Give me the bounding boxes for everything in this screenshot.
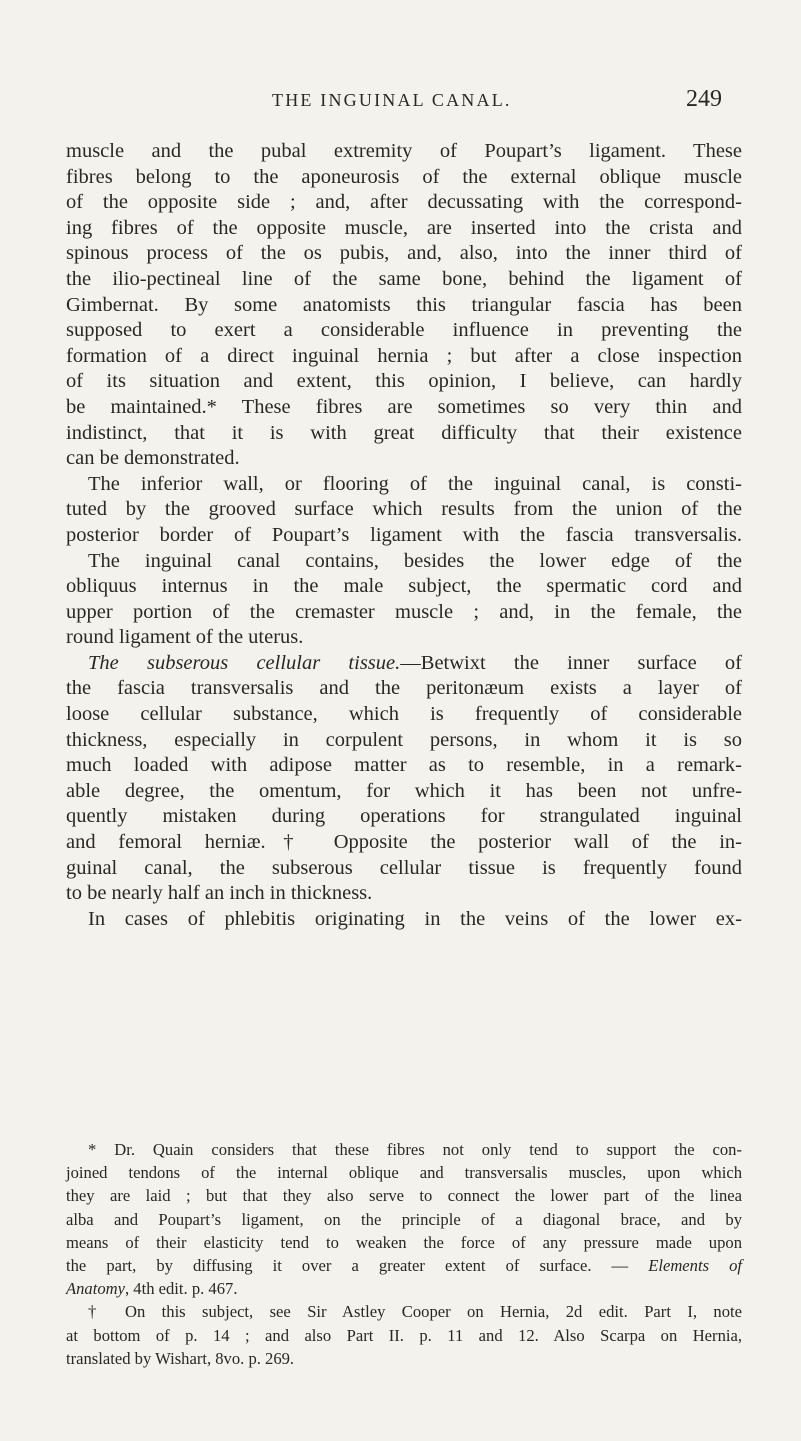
text-line: able degree, the omentum, for which it has been not unfre- <box>66 779 742 802</box>
text-line: muscle and the pubal extremity of Poupart’s ligament. These <box>66 140 742 162</box>
footnote-line: alba and Poupart’s ligament, on the principle of a diagonal brace, and by <box>66 1209 742 1229</box>
text-line: tuted by the grooved surface which results from the union of the <box>66 498 742 521</box>
text-line: can be demonstrated. <box>66 447 240 470</box>
body-text <box>66 139 742 932</box>
footnotes <box>66 1138 742 1370</box>
text-line: quently mistaken during operations for strangulated inguinal <box>66 805 742 828</box>
text-line: indistinct, that it is with great difficulty that their existence <box>66 421 742 444</box>
footnote-2 <box>66 1300 742 1370</box>
section-heading-line <box>66 651 742 677</box>
footnote-line: translated by Wishart, 8vo. p. 269. <box>66 1348 295 1368</box>
text-line: fibres belong to the aponeurosis of the external oblique muscle <box>66 165 742 188</box>
citation-title: Anatomy <box>66 1279 125 1299</box>
text-line: ing fibres of the opposite muscle, are inserted into the crista and <box>66 216 742 239</box>
text-line: the ilio-pectineal line of the same bone, behind the ligament of <box>66 267 742 290</box>
text-line: spinous process of the os pubis, and, also, into the inner third of <box>66 242 742 265</box>
text-line: Gimbernat. By some anatomists this triangular fascia has been <box>66 293 742 316</box>
running-head <box>0 88 801 118</box>
footnote-line: † On this subject, see Sir Astley Cooper on Hernia, 2d edit. Part I, note <box>88 1302 742 1322</box>
text-line: the fascia transversalis and the peritonæum exists a layer of <box>66 677 742 700</box>
text-run: the part, by diffusing it over a greater extent of surface. — <box>66 1256 649 1276</box>
footnote-line <box>66 1254 742 1277</box>
footnote-line: at bottom of p. 14 ; and also Part II. p. 11 and 12. Also Scarpa on Hernia, <box>66 1325 742 1345</box>
text-line: and femoral herniæ.† Opposite the posterior wall of the in- <box>66 831 742 854</box>
footnote-line: means of their elasticity tend to weaken the force of any pressure made upon <box>66 1232 742 1252</box>
text-line: of its situation and extent, this opinion, I believe, can hardly <box>66 370 742 393</box>
text-run: , 4th edit. p. 467. <box>125 1279 238 1299</box>
text-line: obliquus internus in the male subject, the spermatic cord and <box>66 575 742 598</box>
text-line: round ligament of the uterus. <box>66 626 304 649</box>
text-line: guinal canal, the subserous cellular tissue is frequently found <box>66 856 742 879</box>
text-run: —Betwixt the inner surface of <box>400 651 742 674</box>
footnote-line: they are laid ; but that they also serve to connect the lower part of the linea <box>66 1186 742 1206</box>
footnote-1 <box>66 1138 742 1300</box>
section-heading: The subserous cellular tissue. <box>88 651 401 674</box>
text-line: much loaded with adipose matter as to resemble, in a remark- <box>66 754 742 777</box>
text-line: The inguinal canal contains, besides the lower edge of the <box>88 549 742 572</box>
text-line: loose cellular substance, which is frequently of considerable <box>66 703 742 726</box>
text-line: formation of a direct inguinal hernia ; but after a close inspection <box>66 344 742 367</box>
page-number: 249 <box>686 86 722 112</box>
text-line: In cases of phlebitis originating in the veins of the lower ex- <box>88 907 742 930</box>
running-title: THE INGUINAL CANAL. <box>272 90 512 110</box>
text-line: posterior border of Poupart’s ligament with the fascia transversalis. <box>66 523 742 546</box>
footnote-line: joined tendons of the internal oblique and transversalis muscles, upon which <box>66 1163 742 1183</box>
text-line: The inferior wall, or flooring of the inguinal canal, is consti- <box>88 472 742 495</box>
footnote-line: * Dr. Quain considers that these fibres not only tend to support the con- <box>88 1140 742 1159</box>
text-line: be maintained.* These fibres are sometimes so very thin and <box>66 395 742 418</box>
text-line: of the opposite side ; and, after decussating with the correspond- <box>66 191 742 214</box>
text-line: to be nearly half an inch in thickness. <box>66 882 373 905</box>
footnote-line <box>66 1277 742 1300</box>
text-line: thickness, especially in corpulent persons, in whom it is so <box>66 728 742 751</box>
text-line: upper portion of the cremaster muscle ; and, in the female, the <box>66 600 742 623</box>
citation-title: Elements of <box>648 1256 742 1276</box>
text-line: supposed to exert a considerable influence in preventing the <box>66 319 742 342</box>
